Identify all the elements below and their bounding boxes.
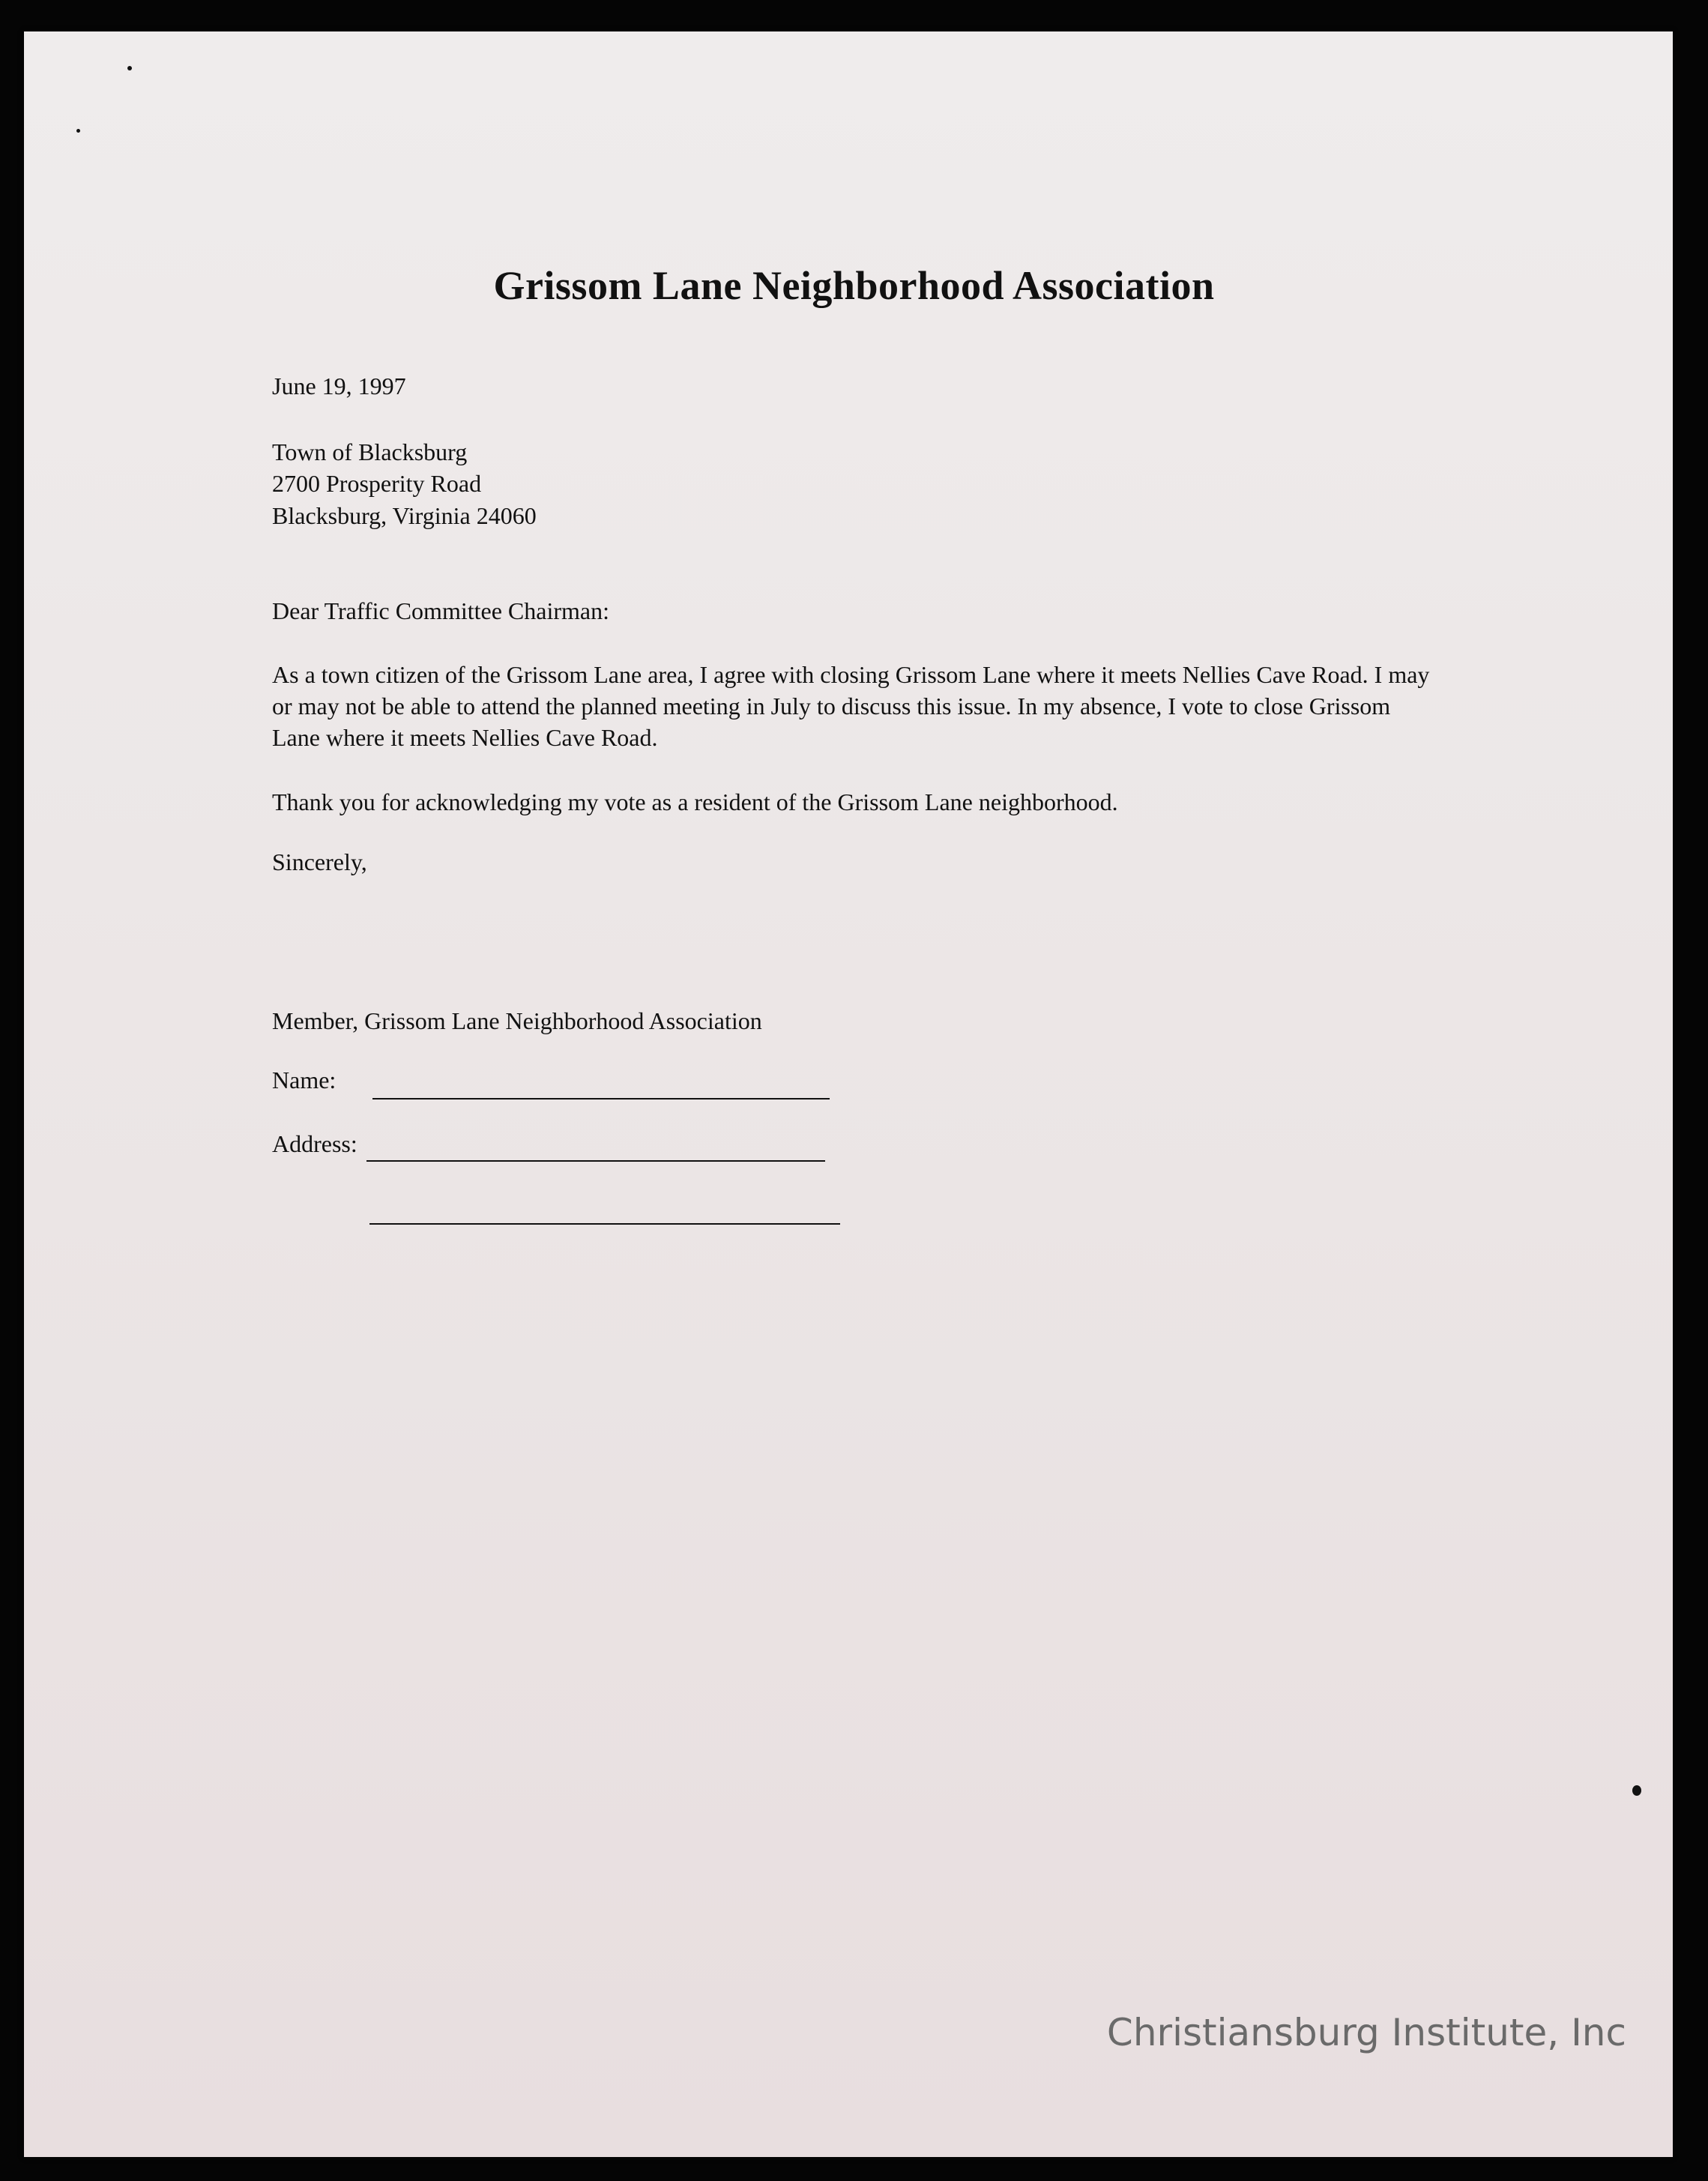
name-label: Name: <box>272 1067 337 1093</box>
watermark: Christiansburg Institute, Inc <box>1106 2011 1626 2054</box>
letterhead-title: Grissom Lane Neighborhood Association <box>493 263 1215 308</box>
salutation: Dear Traffic Committee Chairman: <box>272 597 609 624</box>
address-blank-line-2 <box>369 1223 840 1225</box>
body-paragraph-1: As a town citizen of the Grissom Lane area, I agree with closing Grissom Lane where it meets Nellies Cave Road. I may or may not be able to attend the planned meeting in July to discuss this issue. In my absence, I vote to close Grissom Lane where it meets Nellies Cave Road. <box>272 661 1430 751</box>
address-label: Address: <box>272 1130 357 1157</box>
paper-speck <box>1632 1785 1641 1796</box>
paper-speck <box>127 66 132 70</box>
name-blank-line <box>372 1098 830 1099</box>
signature-caption: Member, Grissom Lane Neighborhood Association <box>272 1007 762 1034</box>
body-paragraph-2: Thank you for acknowledging my vote as a resident of the Grissom Lane neighborhood. <box>272 788 1118 815</box>
recipient-line-1: Town of Blacksburg <box>272 438 468 465</box>
document-page <box>24 31 1673 2157</box>
address-blank-line-1 <box>366 1160 825 1162</box>
letter-date: June 19, 1997 <box>272 372 406 399</box>
recipient-line-2: 2700 Prosperity Road <box>272 470 482 497</box>
closing: Sincerely, <box>272 848 367 875</box>
paper-speck <box>76 129 80 133</box>
recipient-line-3: Blacksburg, Virginia 24060 <box>272 502 537 529</box>
